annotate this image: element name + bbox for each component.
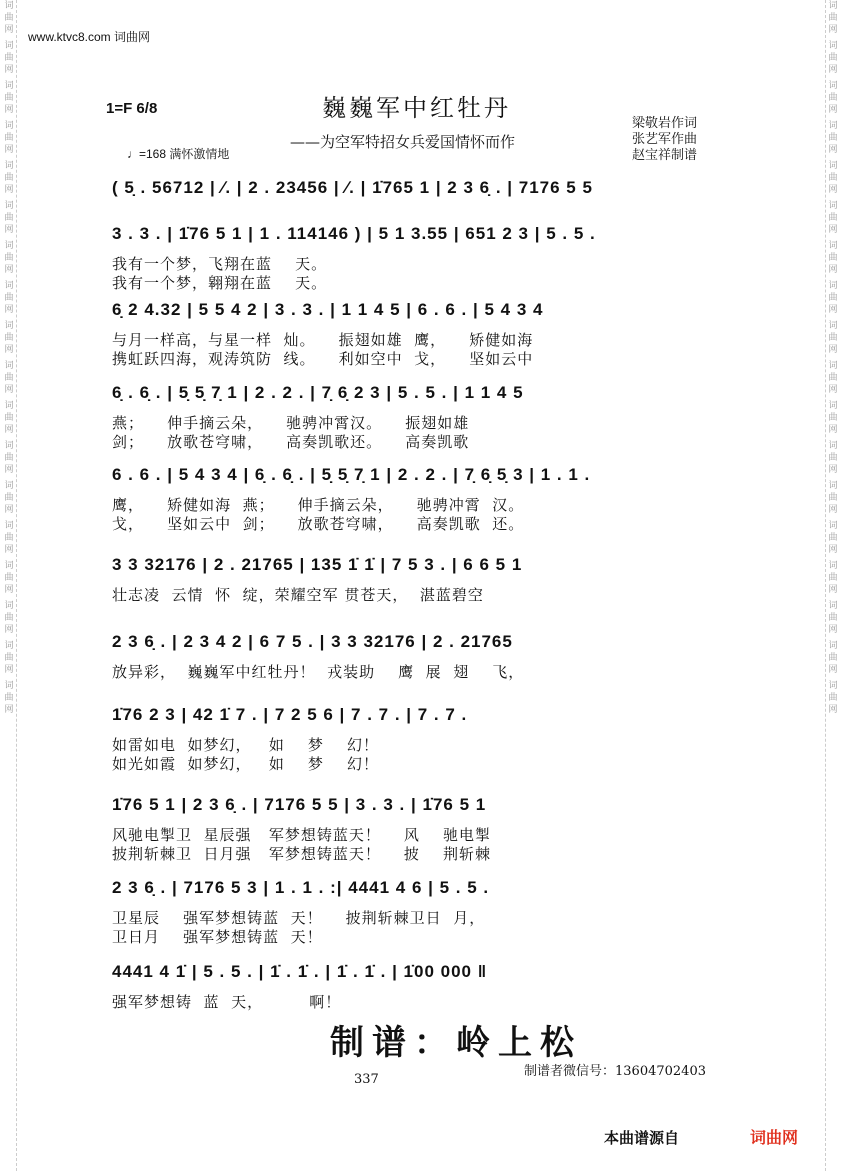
watermark-glyph: 词 曲 网 [828,481,838,515]
watermark-glyph: 词 曲 网 [828,281,838,315]
song-subtitle: ——为空军特招女兵爱国情怀而作 [290,133,516,151]
watermark-glyph: 词 曲 网 [828,41,838,75]
notation-row: 1̇76 5 1 | 2 3 6̣ . | 7176 5 5 | 3 . 3 . | 1̇76 5 1 [112,795,487,814]
arranger-seal: 制谱：岭上松 [330,1023,582,1063]
lyric-line: 如雷如电 如梦幻， 如 梦 幻！ [112,736,379,754]
watermark-glyph: 词 曲 网 [4,41,14,75]
lyric-line: 强军梦想铸 蓝 天， 啊！ [112,993,342,1011]
credits [632,116,697,164]
watermark-glyph: 词 曲 网 [4,81,14,115]
lyric-line: 披荆斩棘卫 日月强 军梦想铸蓝天！ 披 荆斩棘 [112,845,491,863]
lyric-line: 风驰电掣卫 星辰强 军梦想铸蓝天！ 风 驰电掣 [112,826,491,844]
watermark-glyph: 词 曲 网 [4,321,14,355]
left-watermark-strip [2,0,17,1171]
watermark-glyph: 词 曲 网 [4,201,14,235]
lyric-line: 壮志凌 云情 怀 绽，荣耀空军 贯苍天， 湛蓝碧空 [112,586,484,604]
watermark-glyph: 词 曲 网 [4,561,14,595]
notation-row: 3 . 3 . | 1̇76 5 1 | 1 . 114146 ) | 5 1 3.55 | 651 2 3 | 5 . 5 . [112,224,596,243]
watermark-glyph: 词 曲 网 [4,241,14,275]
lyric-line: 卫星辰 强军梦想铸蓝 天！ 披荆斩棘卫日 月， [112,909,486,927]
wechat-contact: 制谱者微信号：13604702403 [524,1064,706,1079]
watermark-glyph: 词 曲 网 [4,481,14,515]
source-label: 本曲谱源自 [604,1130,680,1147]
watermark-glyph: 词 曲 网 [828,201,838,235]
lyric-line: 剑； 放歌苍穹啸， 高奏凯歌还。 高奏凯歌 [112,433,470,451]
watermark-glyph: 词 曲 网 [4,361,14,395]
lyric-line: 如光如霞 如梦幻， 如 梦 幻！ [112,755,379,773]
lyric-line: 燕； 伸手摘云朵， 驰骋冲霄汉。 振翅如雄 [112,414,470,432]
lyric-line: 与月一样高，与星一样 灿。 振翅如雄 鹰， 矫健如海 [112,331,534,349]
key-signature: 1=F 6/8 [106,100,158,117]
watermark-glyph: 词 曲 网 [4,521,14,555]
watermark-glyph: 词 曲 网 [828,321,838,355]
song-title: 巍巍军中红牡丹 [322,94,511,122]
lyric-line: 我有一个梦，翱翔在蓝 天。 [112,274,328,292]
site-url: www.ktvc8.com 词曲网 [28,30,151,44]
composer-credit: 张艺军作曲 [632,132,698,147]
watermark-glyph: 词 曲 网 [4,641,14,675]
lyric-line: 鹰， 矫健如海 燕； 伸手摘云朵， 驰骋冲霄 汉。 [112,496,525,514]
tempo-marking: ♩=168 满怀激情地 [127,147,230,161]
lyric-line: 放异彩， 巍巍军中红牡丹！ 戎装助 鹰 展 翅 飞， [112,663,525,681]
notation-row: 2 3 6̣ . | 2 3 4 2 | 6 7 5 . | 3 3 32176 | 2 . 21765 [112,632,513,651]
lyric-line: 我有一个梦，飞翔在蓝 天。 [112,255,328,273]
watermark-glyph: 词 曲 网 [828,121,838,155]
watermark-glyph: 词 曲 网 [828,681,838,715]
watermark-glyph: 词 曲 网 [828,521,838,555]
watermark-glyph: 词 曲 网 [828,241,838,275]
notation-row: 1̇76 2 3 | 42 1̇ 7 . | 7 2 5 6 | 7 . 7 . | 7 . 7 . [112,705,468,724]
brand-logo: 词曲网 [750,1130,799,1147]
lyric-line: 携虹跃四海，观涛筑防 线。 利如空中 戈， 坚如云中 [112,350,534,368]
watermark-glyph: 词 曲 网 [828,81,838,115]
watermark-glyph: 词 曲 网 [4,401,14,435]
notation-row: 4441 4 1̇ | 5 . 5 . | 1̇ . 1̇ . | 1̇ . 1̇ . | 1̇00 000 ‖ [112,962,488,981]
watermark-glyph: 词 曲 网 [828,601,838,635]
notation-row: 2 3 6̣ . | 7176 5 3 | 1 . 1 . :| 4441 4 6 | 5 . 5 . [112,878,490,897]
notation-row: 6̣ 2 4.32 | 5 5 4 2 | 3 . 3 . | 1 1 4 5 | 6 . 6 . | 5 4 3 4 [112,300,544,319]
lyricist-credit: 梁敬岩作词 [632,116,698,131]
watermark-glyph: 词 曲 网 [828,1,838,35]
watermark-glyph: 词 曲 网 [4,681,14,715]
watermark-glyph: 词 曲 网 [828,361,838,395]
watermark-glyph: 词 曲 网 [828,401,838,435]
watermark-glyph: 词 曲 网 [4,441,14,475]
watermark-glyph: 词 曲 网 [828,561,838,595]
notation-row: 3 3 32176 | 2 . 21765 | 135 1̇ 1̇ | 7 5 3 . | 6 6 5 1 [112,555,523,574]
notation-row: ( 5̣ . 56712 | ∕. | 2 . 23456 | ∕. | 1̇765 1 | 2 3 6̣ . | 7176 5 5 [112,178,593,197]
watermark-glyph: 词 曲 网 [4,601,14,635]
right-watermark-strip [825,0,840,1171]
watermark-glyph: 词 曲 网 [4,1,14,35]
watermark-glyph: 词 曲 网 [828,641,838,675]
watermark-glyph: 词 曲 网 [828,441,838,475]
lyric-line: 卫日月 强军梦想铸蓝 天！ [112,928,323,946]
watermark-glyph: 词 曲 网 [828,161,838,195]
watermark-glyph: 词 曲 网 [4,161,14,195]
watermark-glyph: 词 曲 网 [4,121,14,155]
watermark-glyph: 词 曲 网 [4,281,14,315]
page-number: 337 [354,1072,379,1087]
notation-row: 6̣ . 6̣ . | 5̣ 5̣ 7̣ 1 | 2 . 2 . | 7̣ 6̣ 2 3 | 5 . 5 . | 1 1 4 5 [112,383,524,402]
lyric-line: 戈， 坚如云中 剑； 放歌苍穹啸， 高奏凯歌 还。 [112,515,525,533]
arranger-credit: 赵宝祥制谱 [632,148,698,163]
notation-row: 6 . 6 . | 5 4 3 4 | 6̣ . 6̣ . | 5̣ 5̣ 7̣ 1 | 2 . 2 . | 7̣ 6̣ 5̣ 3 | 1 . 1 . [112,465,591,484]
